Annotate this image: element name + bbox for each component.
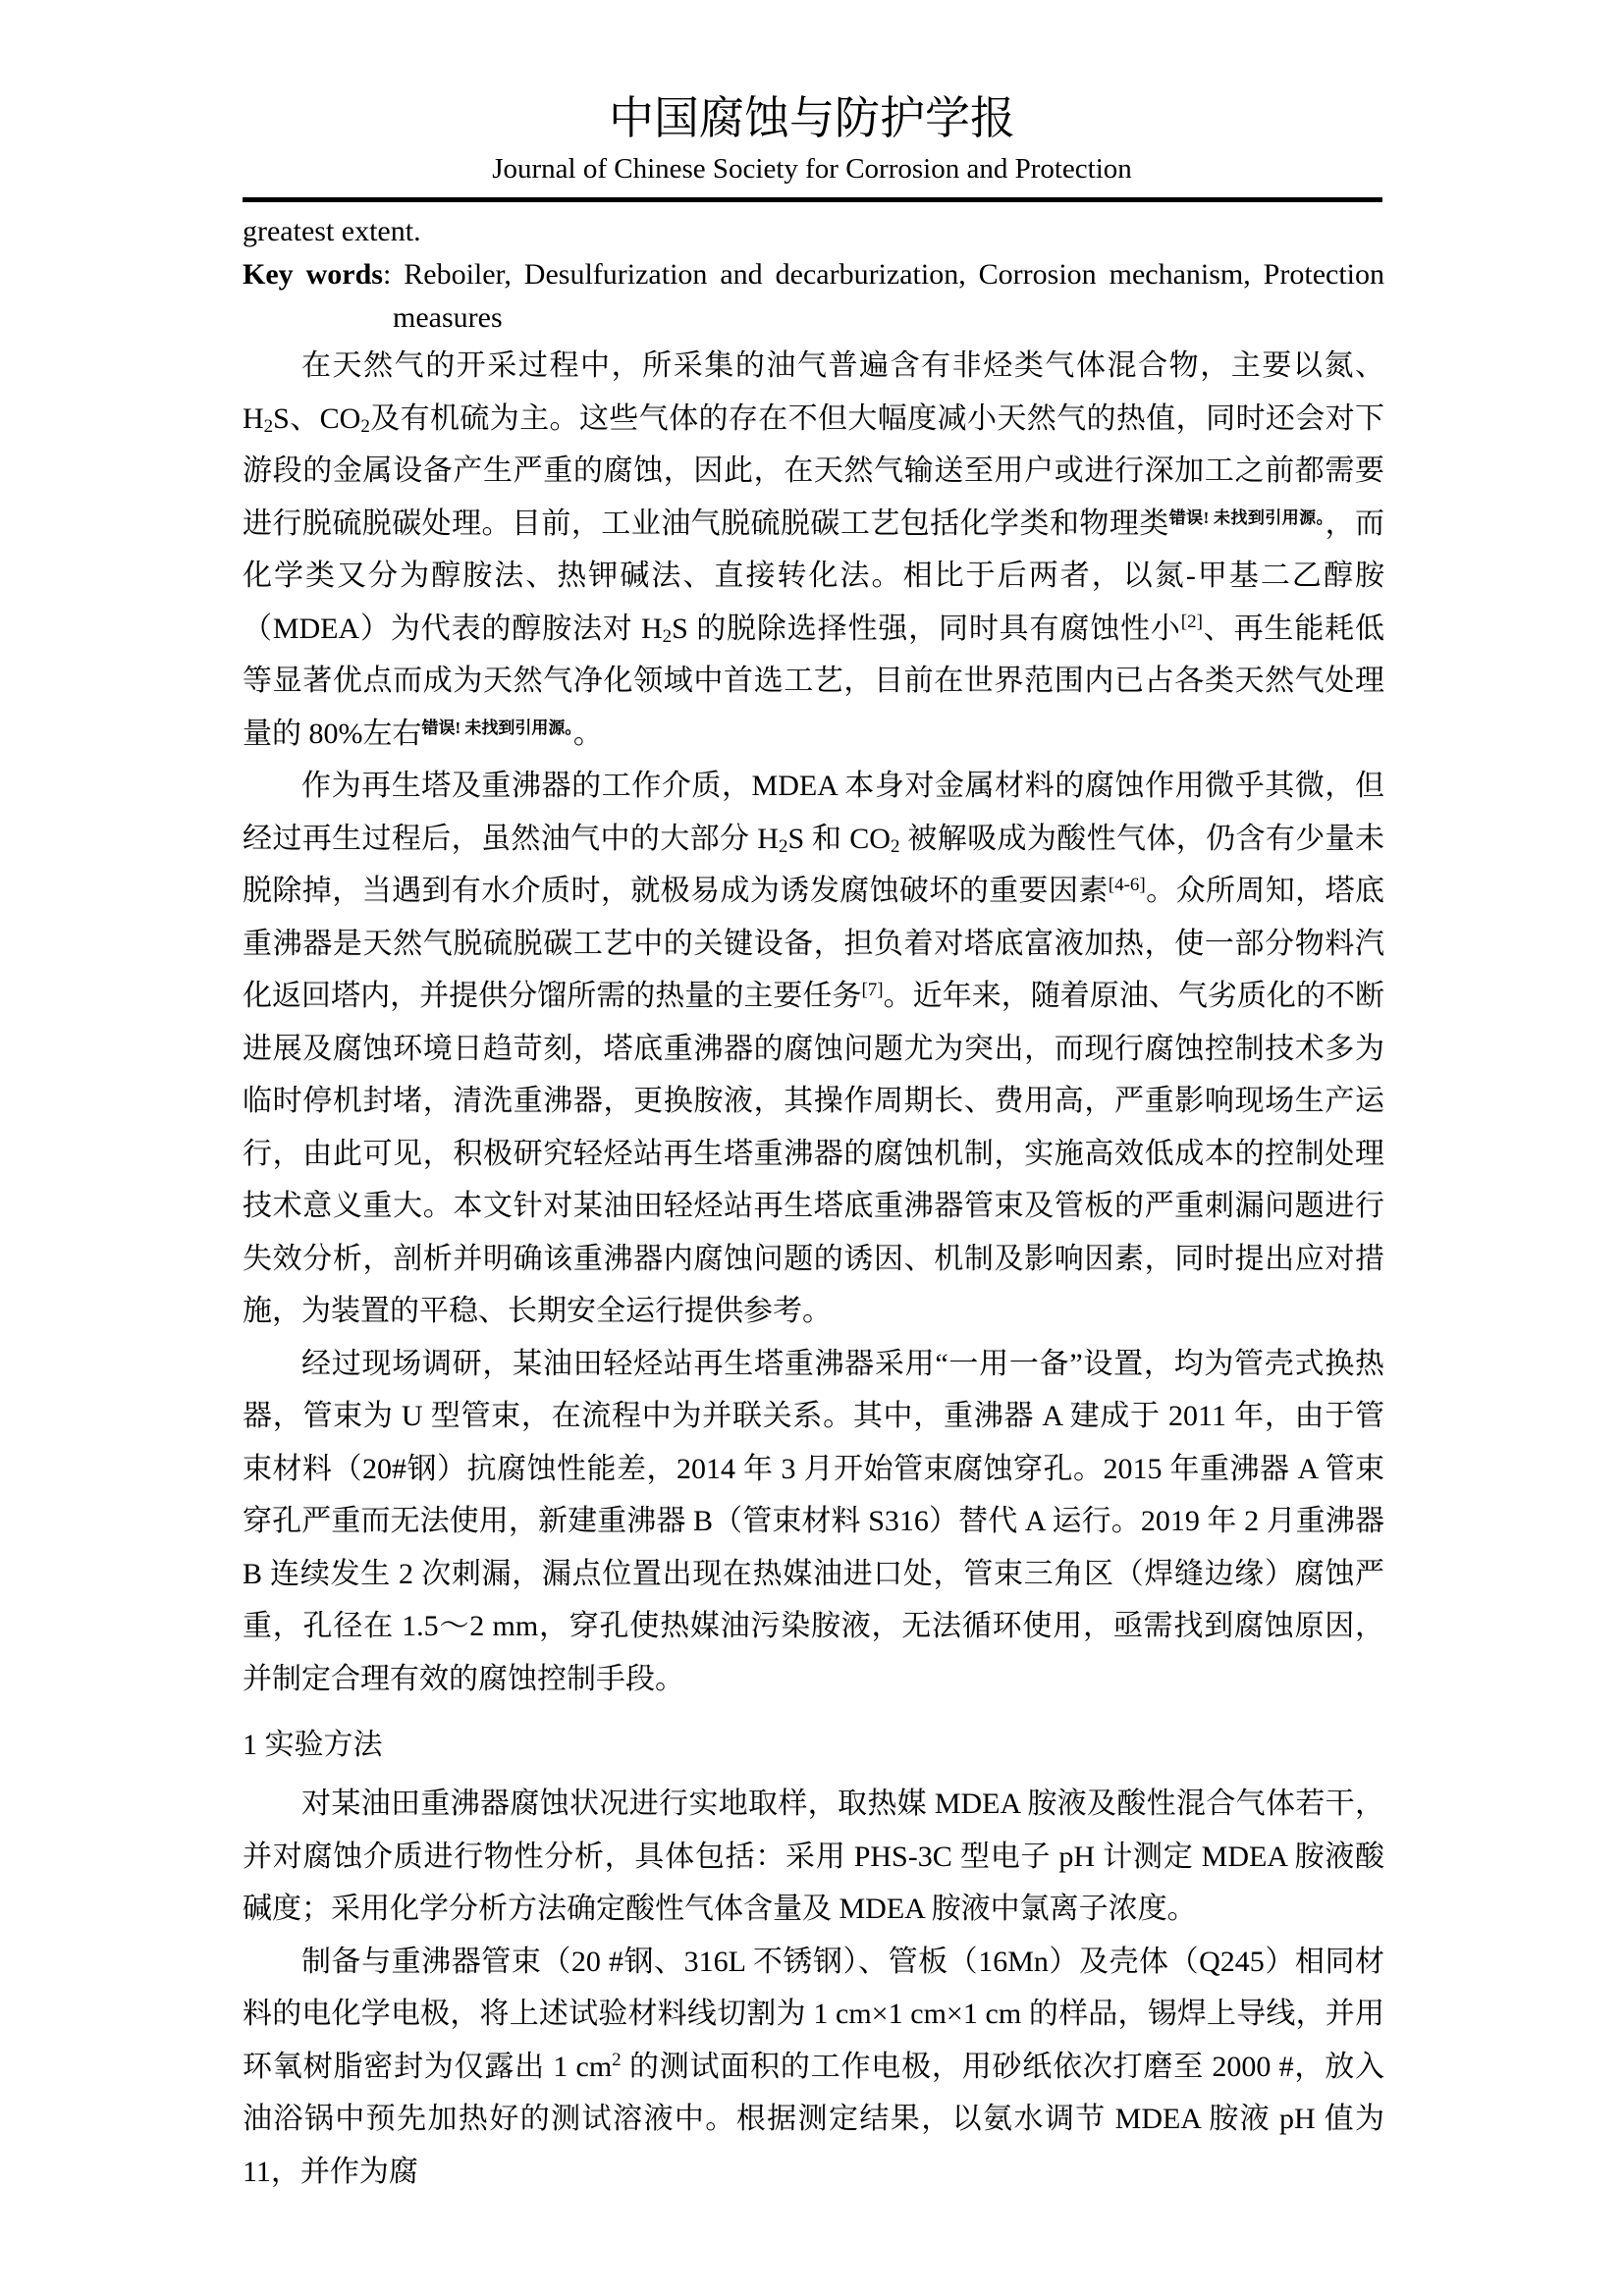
keywords-line: [243, 253, 1384, 340]
citation-superscript: [7]: [861, 979, 884, 1000]
text-run: 在天然气的开采过程中，所采集的油气普遍含有非烃类气体混合物，主要以氮、H: [243, 349, 1384, 435]
journal-title-zh: 中国腐蚀与防护学报: [609, 93, 1015, 143]
text-run: 、再生能耗低等显著优点而成为天然气净化领域中首选工艺，目前在世界范围内已占各类天然气处理量的 80%左右: [243, 612, 1385, 750]
carryover-text: [243, 210, 1384, 253]
paragraph: [243, 340, 1384, 760]
text-run: S 和 CO: [787, 822, 891, 855]
paragraph: [243, 1778, 1384, 1936]
paragraph: [243, 1936, 1384, 2199]
text-run: 作为再生塔及重沸器的工作介质，MDEA 本身对金属材料的腐蚀作用微乎其微，但经过再生过程后，虽然油气中的大部分 H: [243, 770, 1384, 855]
chemical-subscript: 2: [778, 836, 788, 858]
journal-title-en: Journal of Chinese Society for Corrosion and Protection: [492, 153, 1132, 185]
citation-superscript: 2: [612, 2050, 622, 2071]
text-run: 及有机硫为主。这些气体的存在不但大幅度减小天然气的热值，同时还会对下游段的金属设备产生严重的腐蚀，因此，在天然气输送至用户或进行深加工之前都需要进行脱硫脱碳处理。目前，工业油气脱硫脱碳工艺包括化学类和物理类: [243, 401, 1385, 540]
header-divider: [243, 197, 1382, 202]
text-run: S、CO: [273, 401, 361, 435]
error-reference-superscript: 错误! 未找到引用源。: [421, 719, 573, 738]
citation-superscript: [2]: [1180, 612, 1203, 633]
text-run: ，而化学类又分为醇胺法、热钾碱法、直接转化法。相比于后两者，以氮-甲基二乙醇胺（MDEA）为代表的醇胺法对 H: [243, 507, 1385, 645]
text-run: 制备与重沸器管束（20 #钢、316L 不锈钢）、管板（16Mn）及壳体（Q245）相同材料的电化学电极，将上述试验材料线切割为 1 cm×1 cm×1 cm 的样品，锡焊上导线，并用环氧树脂密封为仅露出 1 cm: [243, 1945, 1384, 2083]
keywords-label: Key words: [243, 258, 383, 291]
journal-header: [0, 0, 1624, 187]
text-run: 被解吸成为酸性气体，仍含有少量未脱除掉，当遇到有水介质时，就极易成为诱发腐蚀破坏的重要因素: [243, 822, 1385, 907]
text-run: S 的脱除选择性强，同时具有腐蚀性小: [672, 612, 1181, 645]
paragraph: [243, 760, 1384, 1338]
citation-superscript: [4-6]: [1108, 874, 1146, 895]
text-run: 。: [572, 717, 603, 750]
section-heading: [243, 1719, 1384, 1771]
text-run: 1 实验方法: [243, 1729, 383, 1761]
chemical-subscript: 2: [263, 416, 274, 438]
text-run: 对某油田重沸器腐蚀状况进行实地取样，取热媒 MDEA 胺液及酸性混合气体若干，并对腐蚀介质进行物性分析，具体包括：采用 PHS-3C 型电子 pH 计测定 MDEA 胺液酸碱度；采用化学分析方法确定酸性气体含量及 MDEA 胺液中氯离子浓度。: [243, 1788, 1384, 1925]
chemical-subscript: 2: [890, 836, 900, 858]
text-run: 。近年来，随着原油、气劣质化的不断进展及腐蚀环境日趋苛刻，塔底重沸器的腐蚀问题尤为突出，而现行腐蚀控制技术多为临时停机封堵，清洗重沸器，更换胺液，其操作周期长、费用高，严重影响现场生产运行，由此可见，积极研究轻烃站再生塔重沸器的腐蚀机制，实施高效低成本的控制处理技术意义重大。本文针对某油田轻烃站再生塔底重沸器管束及管板的严重刺漏问题进行失效分析，剖析并明确该重沸器内腐蚀问题的诱因、机制及影响因素，同时提出应对措施，为装置的平稳、长期安全运行提供参考。: [243, 980, 1385, 1327]
document-body: [243, 210, 1384, 2198]
text-run: greatest extent.: [243, 215, 421, 247]
chemical-subscript: 2: [662, 626, 673, 648]
error-reference-superscript: 错误! 未找到引用源。: [1168, 508, 1326, 528]
chemical-subscript: 2: [360, 416, 370, 438]
text-run: 经过现场调研，某油田轻烃站再生塔重沸器采用“一用一备”设置，均为管壳式换热器，管束为 U 型管束，在流程中为并联关系。其中，重沸器 A 建成于 2011 年，由于管束材料（20#钢）抗腐蚀性能差，2014 年 3 月开始管束腐蚀穿孔。2015 年重沸器 A 管束穿孔严重而无法使用，新建重沸器 B（管束材料 S316）替代 A 运行。2019 年 2 月重沸器 B 连续发生 2 次刺漏，漏点位置出现在热媒油进口处，管束三角区（焊缝边缘）腐蚀严重，孔径在 1.5～2 mm，穿孔使热媒油污染胺液，无法循环使用，亟需找到腐蚀原因，并制定合理有效的腐蚀控制手段。: [243, 1347, 1385, 1695]
text-run: : Reboiler, Desulfurization and decarburization, Corrosion mechanism, Protection measures: [382, 258, 1384, 334]
paragraph: [243, 1338, 1384, 1706]
text-run: 。众所周知，塔底重沸器是天然气脱硫脱碳工艺中的关键设备，担负着对塔底富液加热，使一部分物料汽化返回塔内，并提供分馏所需的热量的主要任务: [243, 875, 1385, 1012]
text-run: 的测试面积的工作电极，用砂纸依次打磨至 2000 #，放入油浴锅中预先加热好的测试溶液中。根据测定结果，以氨水调节 MDEA 胺液 pH 值为 11，并作为腐: [243, 2050, 1384, 2188]
